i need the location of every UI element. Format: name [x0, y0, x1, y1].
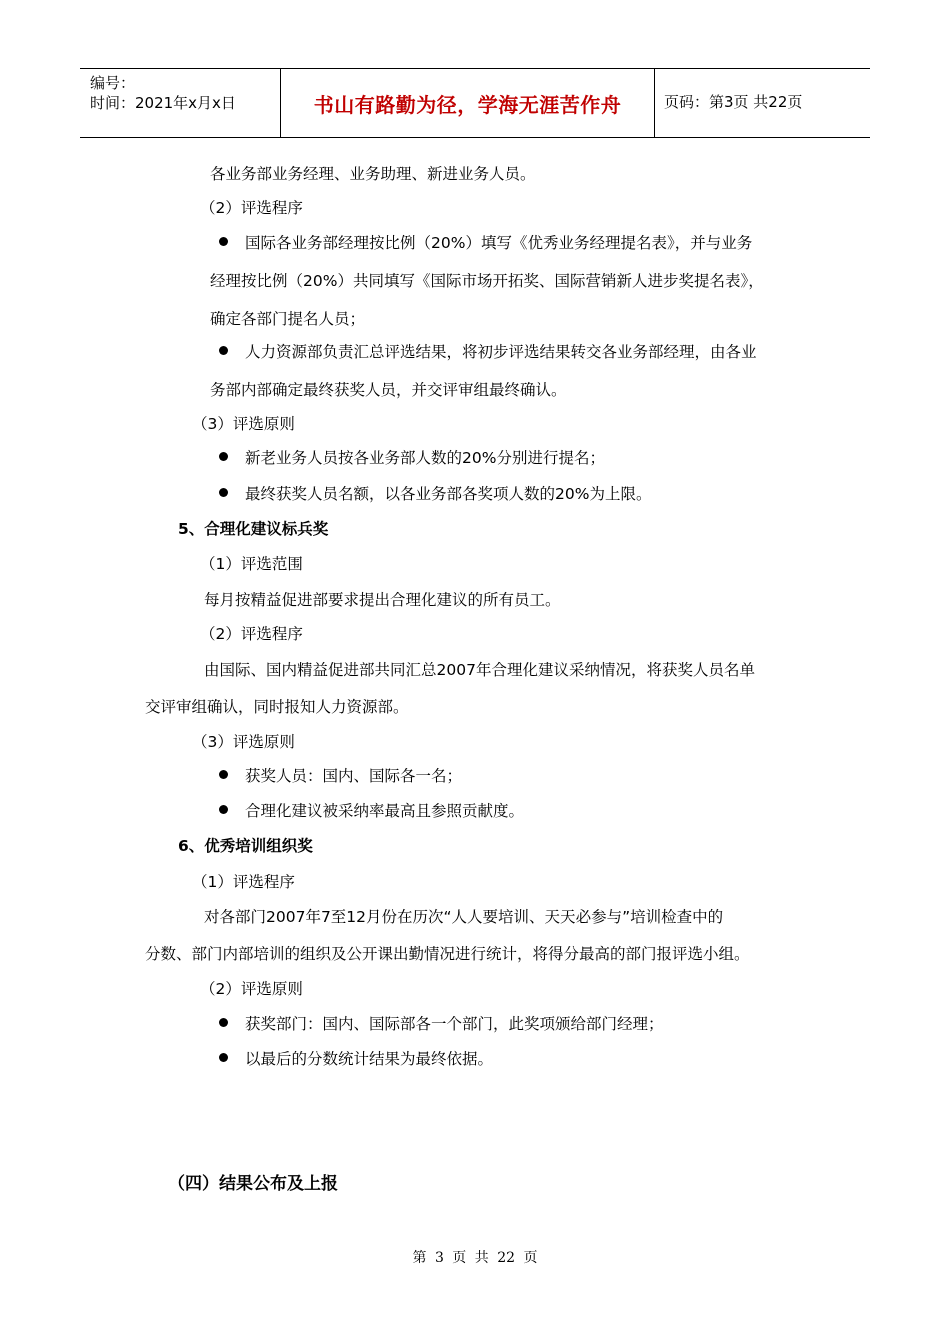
paragraph: 各业务部业务经理、业务助理、新进业务人员。 — [210, 165, 536, 183]
list-item-continuation: 确定各部门提名人员； — [210, 310, 366, 328]
header-page-info: 页码：第3页 共22页 — [664, 93, 803, 111]
bullet-icon — [219, 1053, 228, 1062]
bullet-icon — [219, 452, 228, 461]
list-item: 获奖人员：国内、国际各一名； — [245, 767, 463, 785]
bullet-icon — [219, 805, 228, 814]
paragraph-continuation: 交评审组确认，同时报知人力资源部。 — [145, 698, 409, 716]
date-label: 时间：2021年x月x日 — [90, 94, 236, 112]
subheading: （1）评选程序 — [192, 873, 295, 891]
list-item: 人力资源部负责汇总评选结果，将初步评选结果转交各业务部经理，由各业 — [245, 343, 757, 361]
bullet-icon — [219, 1018, 228, 1027]
chapter-heading: （四）结果公布及上报 — [168, 1174, 338, 1194]
list-item-continuation: 务部内部确定最终获奖人员，并交评审组最终确认。 — [210, 381, 567, 399]
list-item-continuation: 经理按比例（20%）共同填写《国际市场开拓奖、国际营销新人进步奖提名表》， — [210, 272, 764, 290]
subheading: （2）评选程序 — [200, 625, 303, 643]
paragraph: 对各部门2007年7至12月份在历次“人人要培训、天天必参与”培训检查中的 — [204, 908, 724, 926]
subheading: （2）评选原则 — [200, 980, 303, 998]
subheading: （1）评选范围 — [200, 555, 303, 573]
bullet-icon — [219, 346, 228, 355]
section-heading: 5、合理化建议标兵奖 — [178, 520, 329, 538]
list-item: 获奖部门：国内、国际部各一个部门，此奖项颁给部门经理； — [245, 1015, 664, 1033]
paragraph: 每月按精益促进部要求提出合理化建议的所有员工。 — [204, 591, 561, 609]
subheading: （3）评选原则 — [192, 733, 295, 751]
list-item: 最终获奖人员名额，以各业务部各奖项人数的20%为上限。 — [245, 485, 652, 503]
list-item: 新老业务人员按各业务部人数的20%分别进行提名； — [245, 449, 605, 467]
header-motto: 书山有路勤为径，学海无涯苦作舟 — [313, 92, 622, 117]
page-header — [80, 68, 870, 138]
section-heading: 6、优秀培训组织奖 — [178, 837, 313, 855]
header-meta — [90, 73, 236, 113]
bullet-icon — [219, 488, 228, 497]
paragraph: 由国际、国内精益促进部共同汇总2007年合理化建议采纳情况，将获奖人员名单 — [204, 661, 755, 679]
page-footer: 第 3 页 共 22 页 — [412, 1250, 538, 1266]
paragraph-continuation: 分数、部门内部培训的组织及公开课出勤情况进行统计，将得分最高的部门报评选小组。 — [145, 945, 750, 963]
subheading: （2）评选程序 — [200, 199, 303, 217]
list-item: 国际各业务部经理按比例（20%）填写《优秀业务经理提名表》，并与业务 — [245, 234, 753, 252]
bullet-icon — [219, 237, 228, 246]
list-item: 以最后的分数统计结果为最终依据。 — [245, 1050, 494, 1068]
bullet-icon — [219, 770, 228, 779]
list-item: 合理化建议被采纳率最高且参照贡献度。 — [245, 802, 525, 820]
number-label: 编号： — [90, 74, 136, 92]
subheading: （3）评选原则 — [192, 415, 295, 433]
header-divider — [654, 69, 655, 137]
